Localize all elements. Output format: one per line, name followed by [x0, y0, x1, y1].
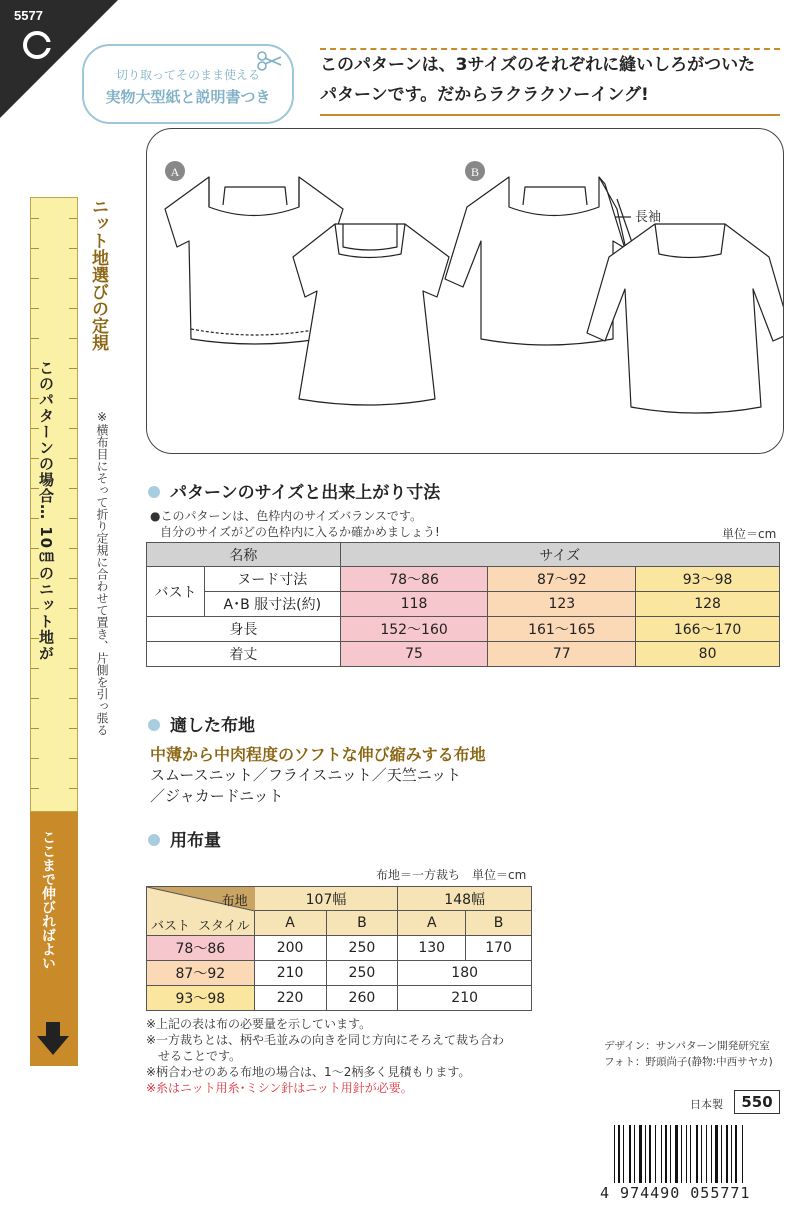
yardage-section-title: 用布量	[148, 826, 221, 851]
header-size: サイズ	[340, 543, 779, 567]
barcode-bar	[711, 1125, 712, 1183]
ruler-tick	[31, 308, 39, 309]
yardage-size-cell: 78〜86	[147, 936, 255, 961]
ruler-tick	[69, 668, 77, 669]
size-cell: 93〜98	[636, 567, 780, 592]
barcode-bar	[701, 1125, 702, 1183]
style-a-header: A	[254, 911, 326, 936]
size-cell: 166〜170	[636, 617, 780, 642]
photo-credit: フォト：野頭尚子(静物:中西サヤカ)	[604, 1056, 773, 1068]
ruler-tick	[31, 788, 39, 789]
design-credit: デザイン：サンパターン開発研究室	[604, 1040, 770, 1052]
ruler-tick	[31, 758, 39, 759]
barcode-bar	[623, 1125, 624, 1183]
yardage-cell: 260	[326, 986, 398, 1011]
row-label: 着丈	[147, 642, 341, 667]
bullet-dot-icon	[148, 719, 160, 731]
ruler-tick	[69, 218, 77, 219]
barcode-bar	[645, 1125, 646, 1183]
barcode-number: 4 974490 055771	[600, 1184, 751, 1202]
barcode-bar	[690, 1125, 691, 1183]
style-b-header: B	[326, 911, 398, 936]
yardage-cell: 250	[326, 961, 398, 986]
ruler-main-text: このパターンの場合… 10㎝のニット地が	[37, 360, 55, 662]
yardage-cell: 250	[326, 936, 398, 961]
bust-label: バスト	[147, 567, 205, 617]
headline-underline	[320, 114, 780, 116]
note-3: ※柄合わせのある布地の場合は、1〜2柄多く見積もります。	[146, 1065, 471, 1079]
barcode-bar	[726, 1125, 728, 1183]
ruler-tick	[31, 248, 39, 249]
ruler-tick	[69, 278, 77, 279]
barcode-bar	[706, 1125, 707, 1183]
note-2: ※一方裁ちとは、柄や毛並みの向きを同じ方向にそろえて裁ち合わ	[146, 1033, 505, 1047]
yardage-cell: 210	[254, 961, 326, 986]
barcode-bar	[634, 1125, 635, 1183]
ruler-tick	[69, 758, 77, 759]
ruler-note: ※横布目にそって折り定規に合わせて置き、片側を引っ張る	[95, 410, 109, 736]
notes	[146, 1016, 504, 1096]
label-a: A	[170, 165, 180, 179]
yardage-table	[146, 886, 532, 1011]
size-cell: 78〜86	[340, 567, 488, 592]
headline-line2: パターンです。だからラクラクソーイング!	[320, 85, 649, 105]
size-note1: ●このパターンは、色枠内のサイズバランスです。	[150, 509, 422, 523]
size-cell: 161〜165	[488, 617, 636, 642]
ruler-tick	[69, 578, 77, 579]
label-b: B	[470, 165, 480, 179]
barcode-bar	[721, 1125, 722, 1183]
style-a-header: A	[398, 911, 466, 936]
ruler-tick	[69, 398, 77, 399]
barcode-bar	[639, 1125, 642, 1183]
corner-style-label: スタイル	[197, 919, 250, 934]
barcode-bar	[618, 1125, 620, 1183]
ruler-tick	[69, 368, 77, 369]
yardage-unit: 布地＝一方裁ち 単位＝cm	[376, 868, 527, 882]
barcode-bar	[735, 1125, 737, 1183]
header-name: 名称	[147, 543, 341, 567]
row-label: A･B 服寸法(約)	[204, 592, 340, 617]
garment-drawings	[147, 129, 783, 453]
barcode-icon	[612, 1125, 780, 1185]
size-cell: 123	[488, 592, 636, 617]
barcode-bar	[731, 1125, 732, 1183]
credits	[604, 1038, 773, 1070]
ruler-title: ニット地選びの定規	[88, 198, 108, 351]
fabric-heading: 中薄から中肉程度のソフトな伸び縮みする布地	[150, 745, 486, 764]
top-b-back	[587, 224, 783, 413]
bullet-dot-icon	[148, 486, 160, 498]
scissors-icon	[256, 50, 282, 72]
arrow-down-icon	[36, 1022, 70, 1056]
ruler-tick	[69, 518, 77, 519]
ruler-tick	[69, 788, 77, 789]
size-cell: 77	[488, 642, 636, 667]
size-note2: 自分のサイズがどの色枠内に入るか確かめましょう!	[160, 525, 440, 539]
barcode-bar	[649, 1125, 651, 1183]
note-1: ※上記の表は布の必要量を示しています。	[146, 1017, 372, 1031]
ruler-tick	[31, 698, 39, 699]
size-cell: 118	[340, 592, 488, 617]
ruler-tick	[31, 668, 39, 669]
ruler-tick	[69, 608, 77, 609]
ruler-tick	[69, 698, 77, 699]
corner-bust-label: バスト	[151, 919, 191, 934]
barcode-bar	[696, 1125, 698, 1183]
width-107-header: 107幅	[254, 887, 398, 911]
yardage-cell: 220	[254, 986, 326, 1011]
fabric-list	[150, 765, 461, 807]
yardage-cell: 210	[398, 986, 532, 1011]
ruler-tick	[69, 728, 77, 729]
ruler-tick	[69, 458, 77, 459]
ruler-tick	[69, 308, 77, 309]
ruler-tick	[69, 638, 77, 639]
long-sleeve-label: 長袖	[635, 210, 662, 225]
price-box: 550	[734, 1090, 780, 1114]
ruler-tick	[69, 548, 77, 549]
fabric-section-title: 適した布地	[148, 711, 255, 736]
ruler-tick	[69, 248, 77, 249]
pattern-code: 5577	[14, 8, 43, 23]
barcode-bar	[675, 1125, 678, 1183]
barcode-bar	[742, 1125, 743, 1183]
badge-line2: 実物大型紙と説明書つき	[105, 88, 271, 106]
barcode-bar	[686, 1125, 687, 1183]
size-table	[146, 542, 780, 667]
barcode-bar	[629, 1125, 631, 1183]
ruler-tick	[31, 338, 39, 339]
yardage-cell: 200	[254, 936, 326, 961]
fabric-line1: スムースニット／フライスニット／天竺ニット	[150, 766, 462, 784]
barcode-bar	[715, 1125, 718, 1183]
bullet-dot-icon	[148, 834, 160, 846]
size-cell: 87〜92	[488, 567, 636, 592]
barcode-bar	[614, 1125, 615, 1183]
size-cell: 152〜160	[340, 617, 488, 642]
barcode-bar	[670, 1125, 671, 1183]
ruler-tick	[31, 278, 39, 279]
size-unit: 単位＝cm	[722, 527, 777, 541]
size-cell: 128	[636, 592, 780, 617]
yardage-cell: 180	[398, 961, 532, 986]
yardage-size-cell: 87〜92	[147, 961, 255, 986]
row-label: 身長	[147, 617, 341, 642]
top-a-back	[293, 224, 449, 405]
yardage-size-cell: 93〜98	[147, 986, 255, 1011]
barcode-bar	[665, 1125, 667, 1183]
style-b-header: B	[466, 911, 532, 936]
barcode-bar	[655, 1125, 656, 1183]
garment-illustration-panel	[146, 128, 784, 454]
ruler-tick	[31, 728, 39, 729]
ruler-bottom-text: ここまで伸びればよい	[40, 830, 56, 970]
size-section-title: パターンのサイズと出来上がり寸法	[148, 478, 440, 503]
fabric-line2: ／ジャカードニット	[150, 787, 284, 805]
ruler-tick	[69, 488, 77, 489]
barcode-bar	[681, 1125, 682, 1183]
ruler-tick	[31, 218, 39, 219]
corner-fabric-label: 布地	[221, 894, 248, 909]
yardage-cell: 170	[466, 936, 532, 961]
ruler-tick	[69, 338, 77, 339]
yardage-corner-cell	[147, 887, 255, 936]
headline-line1: このパターンは、3サイズのそれぞれに縫いしろがついた	[320, 55, 756, 75]
size-cell: 80	[636, 642, 780, 667]
made-in-label: 日本製	[690, 1098, 723, 1111]
note-4: ※糸はニット用糸･ミシン針はニット用針が必要。	[146, 1081, 413, 1095]
ruler-tick	[69, 428, 77, 429]
note-2b: せることです。	[146, 1049, 242, 1063]
row-label: ヌード寸法	[204, 567, 340, 592]
badge-line1: 切り取ってそのまま使える	[115, 68, 260, 82]
headline	[320, 48, 790, 116]
width-148-header: 148幅	[398, 887, 532, 911]
brand-logo-icon	[22, 30, 52, 60]
yardage-cell: 130	[398, 936, 466, 961]
size-cell: 75	[340, 642, 488, 667]
barcode-bar	[661, 1125, 662, 1183]
